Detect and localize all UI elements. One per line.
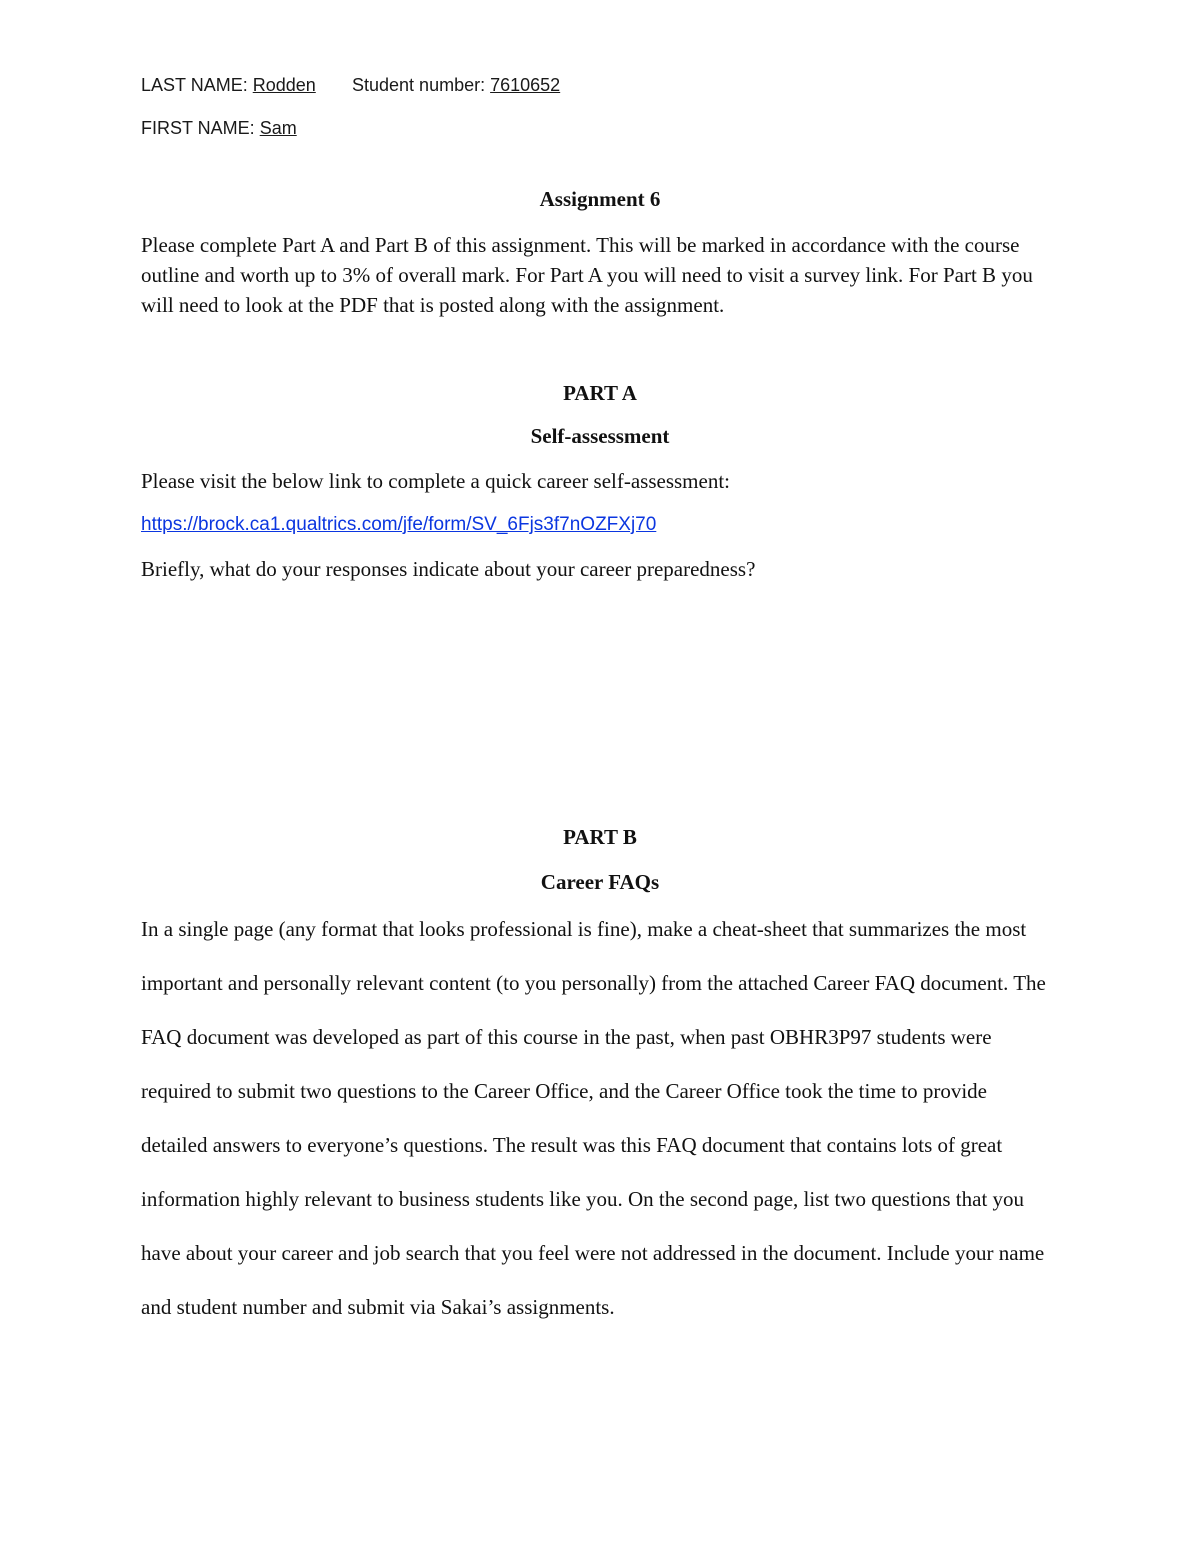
part-b-heading: PART B [563, 825, 637, 849]
first-name-field [141, 118, 297, 139]
student-number-value: 7610652 [490, 75, 561, 95]
last-name-field [141, 75, 316, 96]
student-number-field [352, 75, 560, 96]
student-number-label: Student number: [352, 75, 486, 95]
first-name-label: FIRST NAME: [141, 118, 255, 138]
part-b-subheading: Career FAQs [540, 870, 660, 894]
assignment-title: Assignment 6 [539, 187, 661, 211]
last-name-value: Rodden [252, 75, 316, 95]
part-a-instruction: Please visit the below link to complete a quick career self-assessment: [141, 469, 730, 493]
intro-paragraph: Please complete Part A and Part B of this assignment. This will be marked in accordance with the course outline and worth up to 3% of overall mark. For Part A you will need to visit a survey link. For Part B you will need to look at the PDF that is posted along with the assignment. [141, 233, 1033, 317]
survey-link[interactable]: https://brock.ca1.qualtrics.com/jfe/form/SV_6Fjs3f7nOZFXj70 [141, 514, 657, 535]
last-name-label: LAST NAME: [141, 75, 248, 95]
part-a-question: Briefly, what do your responses indicate about your career preparedness? [141, 557, 756, 581]
part-a-subheading: Self-assessment [530, 424, 670, 448]
part-a-heading: PART A [563, 381, 637, 405]
first-name-value: Sam [259, 118, 297, 138]
part-b-body: In a single page (any format that looks professional is fine), make a cheat-sheet that summarizes the most important and personally relevant content (to you personally) from the attached Career FAQ document. The FAQ document was developed as part of this course in the past, when past OBHR3P97 students were required to submit two questions to the Career Office, and the Career Office took the time to provide detailed answers to everyone’s questions. The result was this FAQ document that contains lots of great information highly relevant to business students like you. On the second page, list two questions that you have about your career and job search that you feel were not addressed in the document. Include your name and student number and submit via Sakai’s assignments. [141, 917, 1046, 1319]
